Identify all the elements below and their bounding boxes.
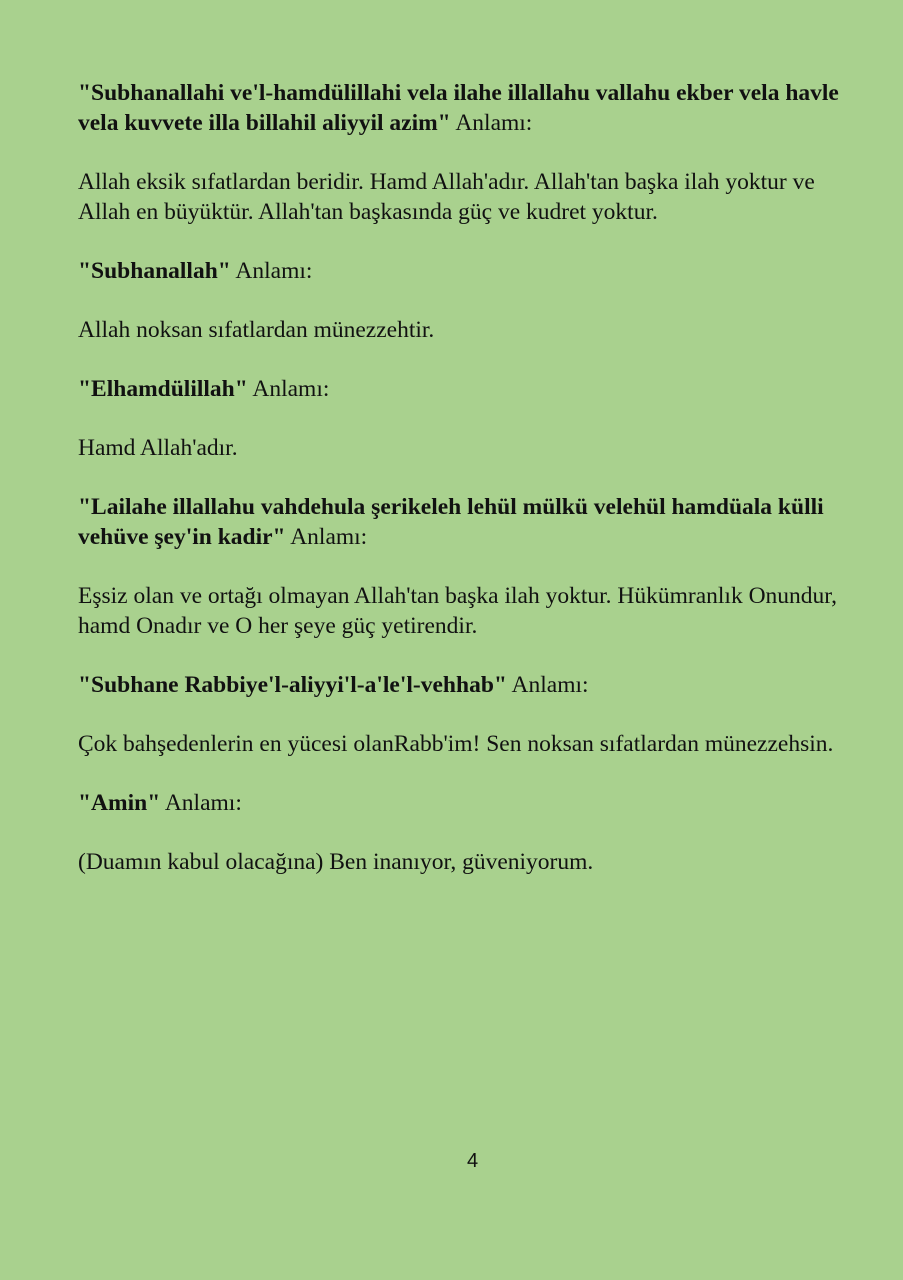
entry-meaning: Hamd Allah'adır. xyxy=(78,435,238,461)
entry-meaning: (Duamın kabul olacağına) Ben inanıyor, güveniyorum. xyxy=(78,849,594,875)
entry-label: Anlamı: xyxy=(506,672,589,698)
document-page xyxy=(78,78,868,906)
entry-heading xyxy=(78,78,868,138)
entry-term: "Elhamdülillah" xyxy=(78,376,248,402)
entry-label: Anlamı: xyxy=(230,258,313,284)
entry-heading xyxy=(78,256,868,286)
page-number: 4 xyxy=(466,1150,479,1172)
entry-term: "Lailahe illallahu vahdehula şerikeleh lehül mülkü velehül hamdüala külli vehüve şey'in kadir" xyxy=(78,494,824,550)
entry-meaning: Allah noksan sıfatlardan münezzehtir. xyxy=(78,317,435,343)
entry-meaning: Eşsiz olan ve ortağı olmayan Allah'tan başka ilah yoktur. Hükümranlık Onundur, hamd Onadır ve O her şeye güç yetirendir. xyxy=(78,583,838,639)
entry-heading xyxy=(78,788,868,818)
entry-heading xyxy=(78,492,868,552)
entry-label: Anlamı: xyxy=(285,524,368,550)
entry-term: "Amin" xyxy=(78,790,161,816)
entry-heading xyxy=(78,670,868,700)
entry-label: Anlamı: xyxy=(247,376,330,402)
entry-label: Anlamı: xyxy=(160,790,242,816)
entry-term: "Subhanallah" xyxy=(78,258,231,284)
entry-term: "Subhanallahi ve'l-hamdülillahi vela ilahe illallahu vallahu ekber vela havle vela kuvvete illa billahil aliyyil azim" xyxy=(78,80,839,136)
entry-heading xyxy=(78,374,868,404)
entry-label: Anlamı: xyxy=(450,110,533,136)
entry-term: "Subhane Rabbiye'l-aliyyi'l-a'le'l-vehhab" xyxy=(78,672,507,698)
entry-meaning: Çok bahşedenlerin en yücesi olanRabb'im! Sen noksan sıfatlardan münezzehsin. xyxy=(78,731,834,757)
entry-meaning: Allah eksik sıfatlardan beridir. Hamd Allah'adır. Allah'tan başka ilah yoktur ve Allah en büyüktür. Allah'tan başkasında güç ve kudret yoktur. xyxy=(78,169,815,225)
